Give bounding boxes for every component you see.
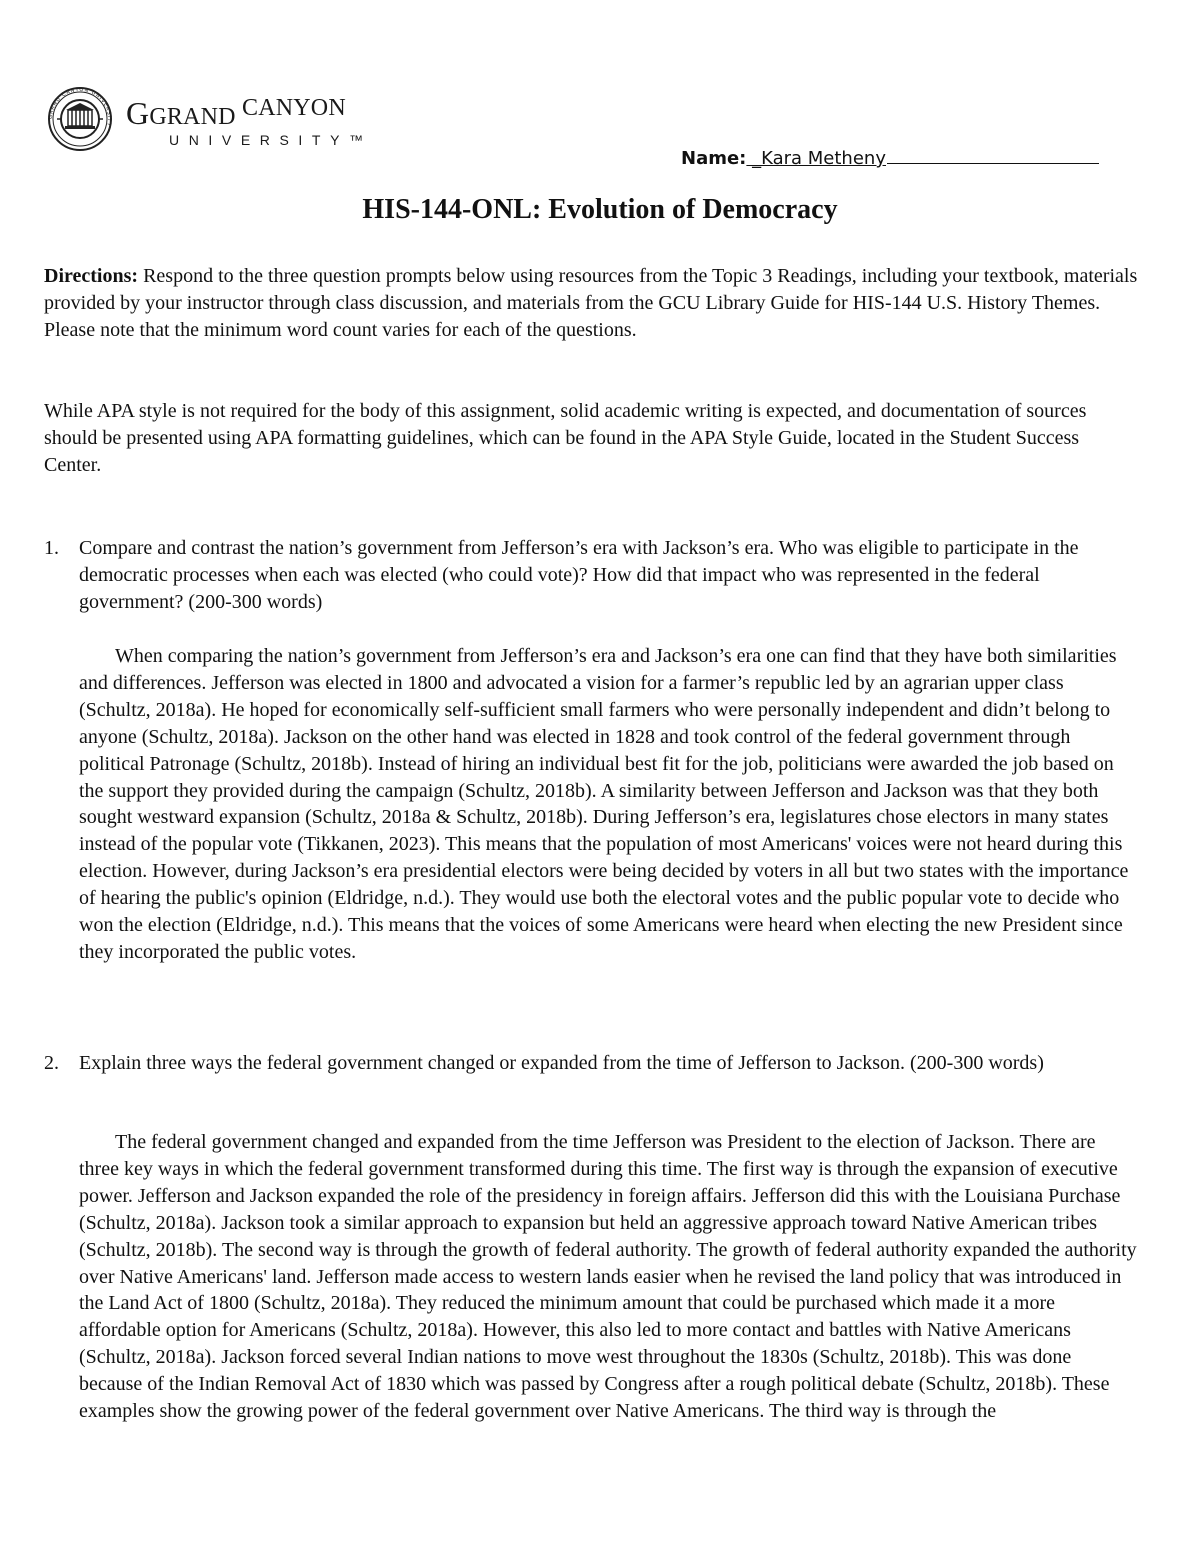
apa-note-paragraph: While APA style is not required for the body of this assignment, solid academic writing is expected, and documentation of sources should be presented using APA formatting guidelines, which can be found in the APA Style Guide, located in the Student Success Center. [44,400,1087,476]
name-field [681,148,1099,169]
answer-2-paragraph: The federal government changed and expanded from the time Jefferson was President to the election of Jackson. There are three key ways in which the federal government transformed during this time. The first way is through the expansion of executive power. Jefferson and Jackson expanded the role of the presidency in foreign affairs. Jefferson did this with the Louisiana Purchase (Schultz, 2018a). Jackson took a similar approach to expansion but held an aggressive approach toward Native American tribes (Schultz, 2018b). The second way is through the growth of federal authority. The growth of federal authority expanded the authority over Native Americans' land. Jefferson made access to western lands easier when he revised the land policy that was introduced in the Land Act of 1800 (Schultz, 2018a). They reduced the minimum amount that could be purchased which made it a more affordable option for Americans (Schultz, 2018a). However, this also led to more contact and battles with Native Americans (Schultz, 2018a). Jackson forced several Indian nations to move west throughout the 1830s (Schultz, 2018b). This was done because of the Indian Removal Act of 1830 which was passed by Congress after a rough political debate (Schultz, 2018b). These examples show the growing power of the federal government over Native Americans. The third way is through the [79,1131,1137,1423]
name-label: Name: [681,148,747,169]
question-1-prompt: Compare and contrast the nation’s government from Jefferson’s era with Jackson’s era. Who was eligible to participate in the democratic processes when each was elected (who could vote)? How did that impact who was represented in the federal government? (200-300 words) [79,537,1079,613]
logo-wordmark-canyon [242,95,346,122]
name-underline [887,162,1099,164]
page-title: HIS-144-ONL: Evolution of Democracy [362,194,838,225]
question-1-number: 1. [44,537,59,559]
university-seal-icon [42,86,120,152]
logo-subtext: UNIVERSITY™ [169,132,373,148]
svg-text:GRAND CANYON UNIVERSITY: GRAND CANYON UNIVERSITY [47,86,113,128]
directions-paragraph [44,263,1138,344]
logo-wordmark: GGRAND [126,95,236,131]
directions-label: Directions: [44,265,139,287]
logo-word-canyon: CANYON [242,95,346,121]
university-logo [42,86,387,152]
answer-1-paragraph: When comparing the nation’s government from Jefferson’s era and Jackson’s era one can find that they have both similarities and differences. Jefferson was elected in 1800 and advocated a vision for a farmer’s republic led by an agrarian upper class (Schultz, 2018a). He hoped for economically self-sufficient small farmers who were personally independent and didn’t belong to anyone (Schultz, 2018a). Jackson on the other hand was elected in 1828 and took control of the federal government through political Patronage (Schultz, 2018b). Instead of hiring an individual best fit for the job, politicians were awarded the job based on the support they provided during the campaign (Schultz, 2018b). A similarity between Jefferson and Jackson was that they both sought westward expansion (Schultz, 2018a & Schultz, 2018b). During Jefferson’s era, legislatures chose electors in many states instead of the popular vote (Tikkanen, 2023). This means that the population of most Americans' voices were not heard during this election. However, during Jackson’s era presidential electors were being decided by voters in all but two states with the importance of hearing the public's opinion (Eldridge, n.d.). They would use both the electoral votes and the public popular vote to decide who won the election (Eldridge, n.d.). This means that the voices of some Americans were heard when electing the new President since they incorporated the public votes. [79,645,1129,963]
question-2-prompt: Explain three ways the federal government changed or expanded from the time of Jefferson to Jackson. (200-300 words) [79,1052,1044,1074]
question-2-number: 2. [44,1052,59,1074]
logo-word-grand: GRAND [149,104,236,130]
name-value: _Kara Metheny [746,148,886,169]
directions-text: Respond to the three question prompts below using resources from the Topic 3 Readings, including your textbook, materials provided by your instructor through class discussion, and materials from the GCU Library Guide for HIS-144 U.S. History Themes. Please note that the minimum word count varies for each of the questions. [44,265,1138,341]
